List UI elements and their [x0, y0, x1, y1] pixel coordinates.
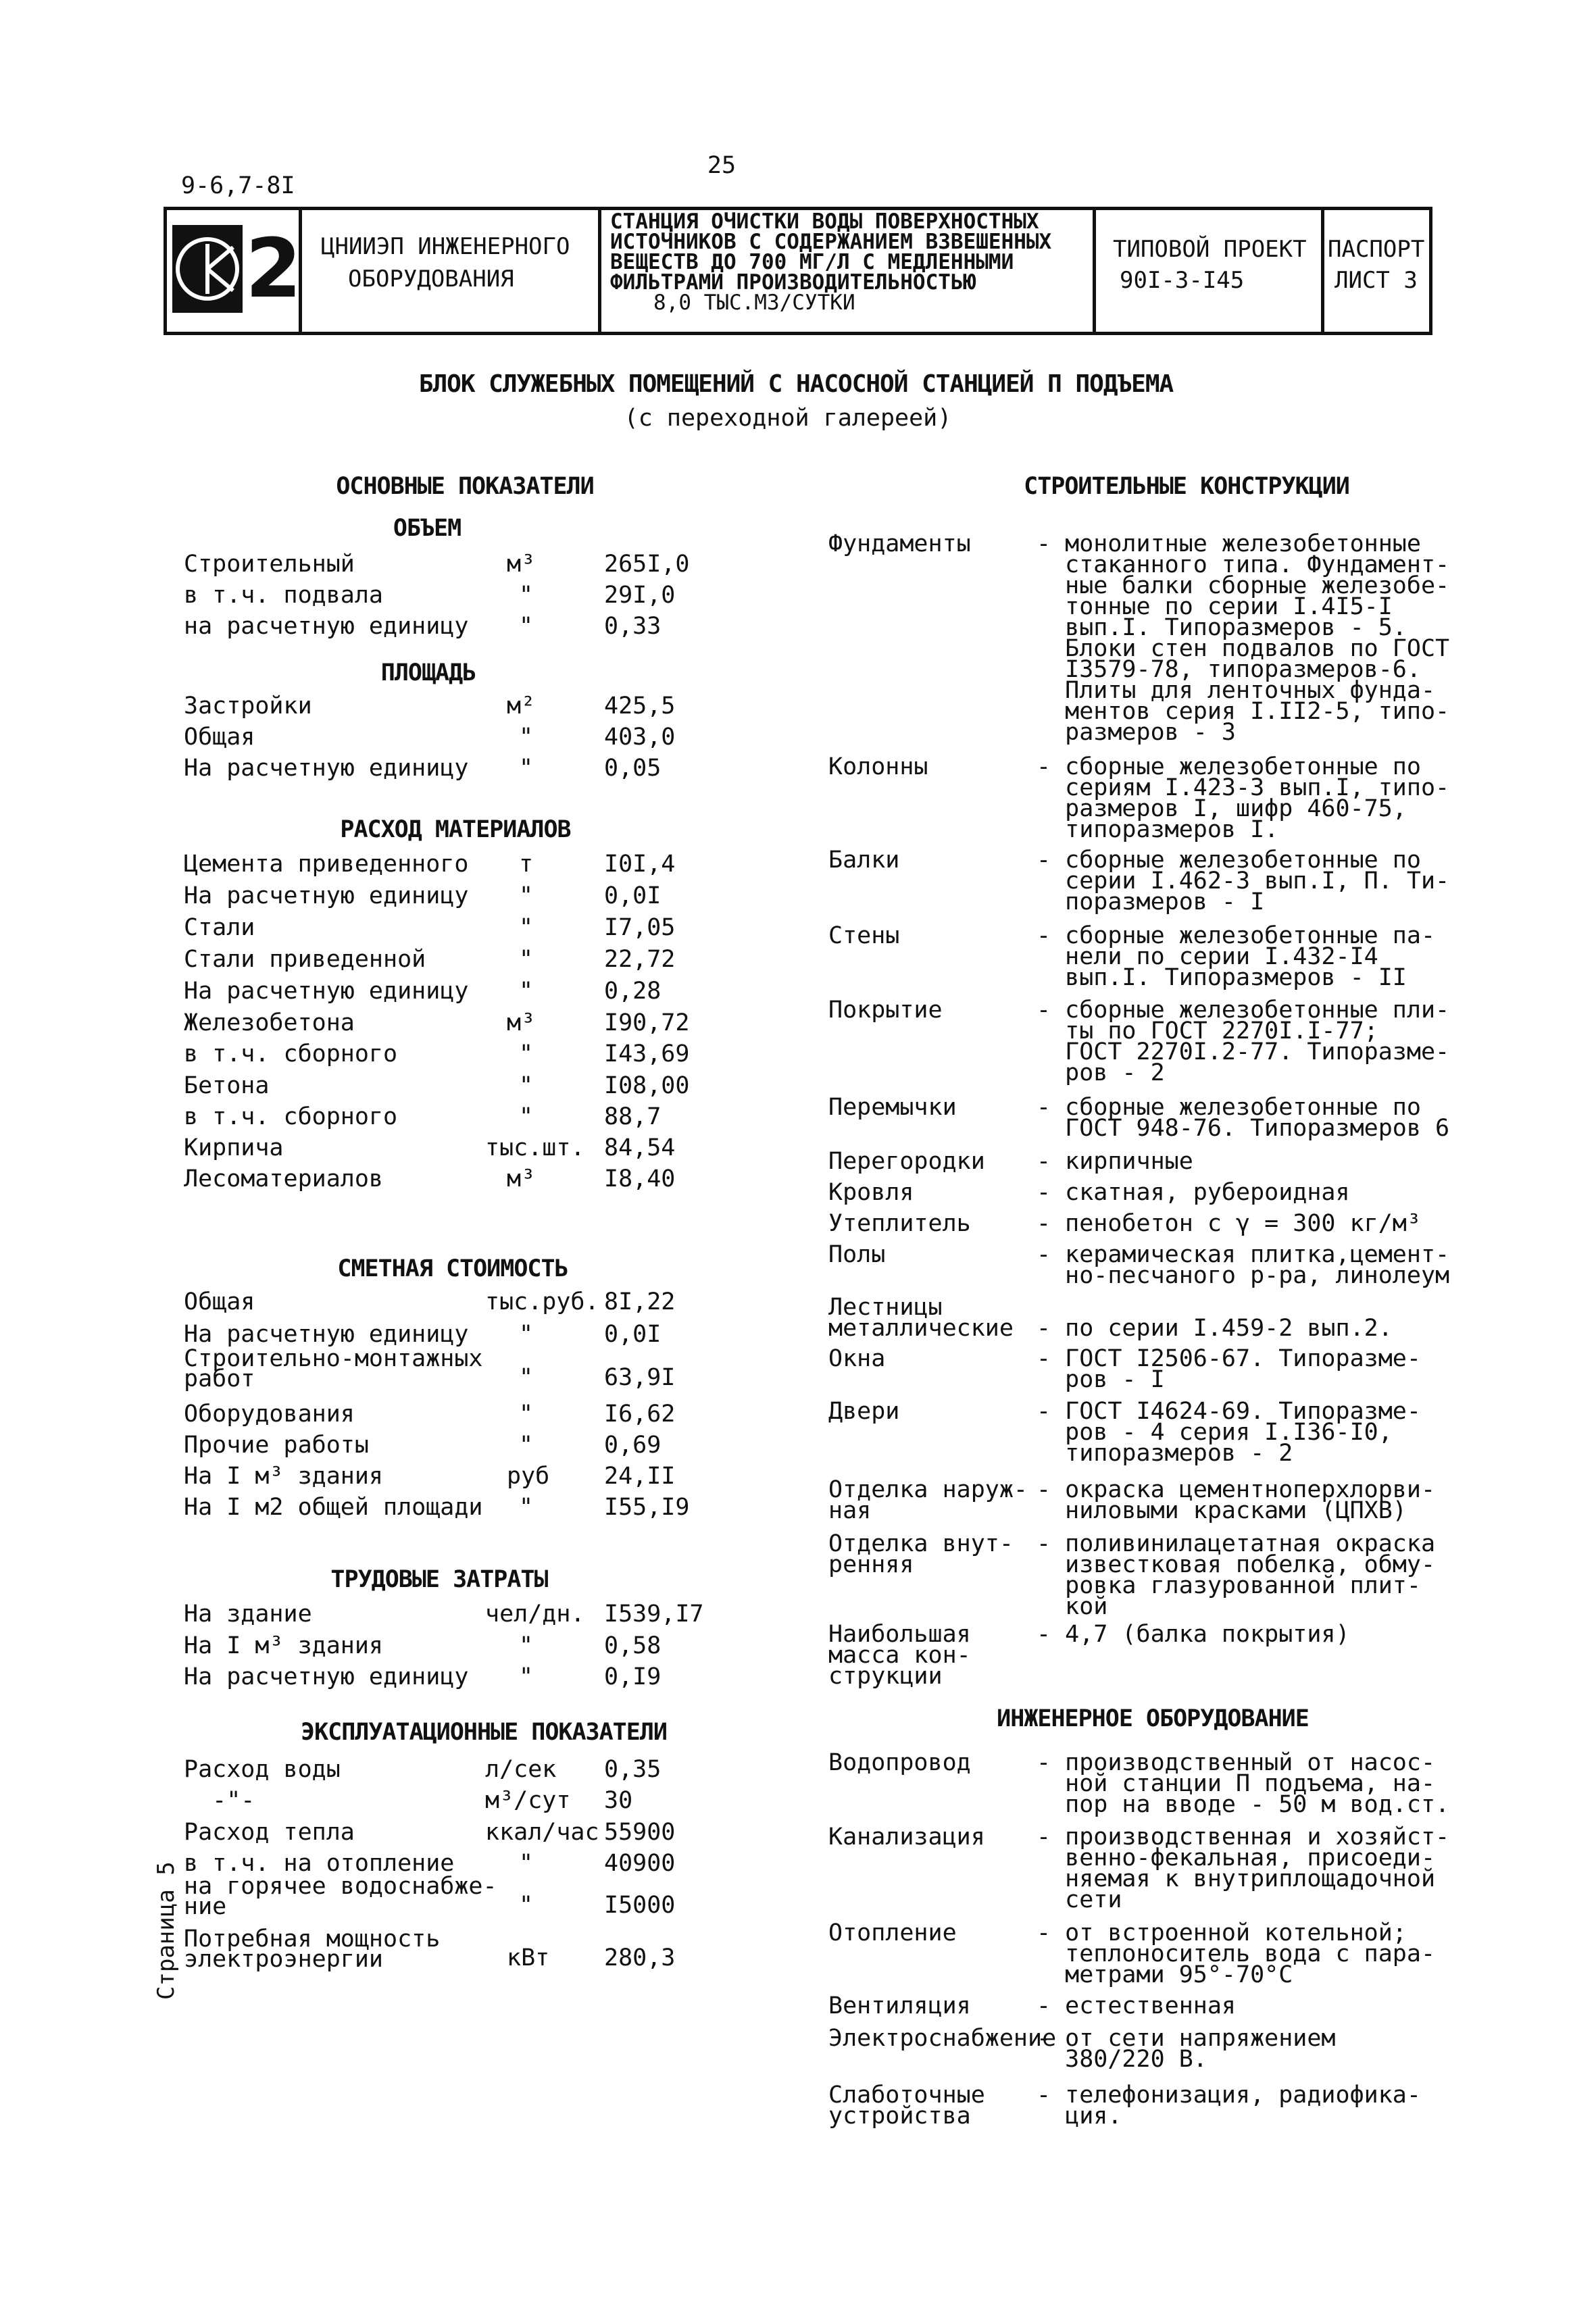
indicator-name: в т.ч. сборного — [184, 1040, 398, 1067]
indicator-name: Оборудования — [184, 1401, 355, 1428]
indicator-name: На I м2 общей площади — [184, 1494, 483, 1521]
indicator-name: Цемента приведенного — [184, 851, 469, 878]
item-description: - сборные железобетонные пли- ты по ГОСТ 2270I.I-77; ГОСТ 2270I.2-77. Типоразме- ров - 2 — [1037, 997, 1450, 1086]
indicator-name: Общая — [184, 1288, 255, 1315]
unit: руб — [507, 1463, 550, 1490]
item-label: Электроснабжение — [828, 2025, 1057, 2052]
block-title: БЛОК СЛУЖЕБНЫХ ПОМЕЩЕНИЙ С НАСОСНОЙ СТАНЦИЕЙ П ПОДЪЕМА — [418, 370, 1174, 398]
indicator-name: Строительно-монтажных работ — [184, 1345, 483, 1392]
value: I0I,4 — [604, 851, 676, 878]
indicator-name: Кирпича — [184, 1134, 284, 1161]
value: 88,7 — [604, 1103, 662, 1130]
logo-number: 2 — [245, 222, 302, 316]
indicator-name: Стали приведенной — [184, 946, 426, 973]
constructions-heading: СТРОИТЕЛЬНЫЕ КОНСТРУКЦИИ — [1024, 473, 1349, 500]
value: I6,62 — [604, 1401, 676, 1428]
item-label: Утеплитель — [828, 1210, 971, 1237]
value: 0,33 — [604, 613, 662, 640]
unit: " — [519, 1892, 534, 1919]
item-label: Фундаменты — [828, 530, 971, 557]
item-description: - производственный от насос- ной станции П подъема, на- пор на вводе - 50 м вод.ст. — [1037, 1749, 1450, 1818]
section-title: ЭКСПЛУАТАЦИОННЫЕ ПОКАЗАТЕЛИ — [301, 1719, 667, 1746]
indicator-name: На I м³ здания — [184, 1463, 384, 1490]
item-description: - сборные железобетонные по серии I.462-3 вып.I, П. Ти- поразмеров - I — [1037, 847, 1450, 915]
indicator-name: Расход тепла — [184, 1819, 355, 1846]
unit: тыс.шт. — [485, 1134, 585, 1161]
value: I08,00 — [604, 1072, 690, 1099]
indicator-name: Бетона — [184, 1072, 270, 1099]
org-line-1: ЦНИИЭП ИНЖЕНЕРНОГО — [321, 233, 570, 260]
indicator-name: Лесоматериалов — [184, 1165, 384, 1192]
doc-code: 9-6,7-8I — [181, 172, 295, 199]
logo — [167, 210, 302, 332]
item-label: Канализация — [828, 1823, 985, 1851]
title-line-4: ФИЛЬТРАМИ ПРОИЗВОДИТЕЛЬНОСТЬЮ — [610, 270, 976, 295]
indicator-name: На расчетную единицу — [184, 882, 469, 909]
unit: ккал/час — [485, 1819, 599, 1846]
value: I90,72 — [604, 1009, 690, 1036]
value: 0,69 — [604, 1432, 662, 1459]
section-title: СМЕТНАЯ СТОИМОСТЬ — [337, 1255, 568, 1282]
unit: " — [519, 1632, 534, 1659]
unit: м³/сут — [485, 1787, 571, 1814]
section-title: ПЛОЩАДЬ — [380, 659, 476, 686]
indicator-name: Общая — [184, 724, 255, 751]
item-description: - кирпичные — [1037, 1148, 1193, 1175]
value: 63,9I — [604, 1364, 676, 1391]
item-label: Отопление — [828, 1919, 957, 1946]
unit: " — [519, 1850, 534, 1877]
item-description: - ГОСТ I2506-67. Типоразме- ров - I — [1037, 1345, 1421, 1393]
indicator-name: На I м³ здания — [184, 1632, 384, 1659]
unit: т — [519, 851, 534, 878]
unit: м³ — [507, 551, 536, 578]
org-line-2: ОБОРУДОВАНИЯ — [348, 266, 514, 293]
unit: " — [519, 978, 534, 1005]
item-label: Окна — [828, 1345, 886, 1372]
section-title: ТРУДОВЫЕ ЗАТРАТЫ — [330, 1566, 548, 1593]
unit: " — [519, 1663, 534, 1690]
item-description: - сборные железобетонные по ГОСТ 948-76. Типоразмеров 6 — [1037, 1094, 1450, 1142]
item-description: - скатная, рубероидная — [1037, 1179, 1350, 1206]
value: 403,0 — [604, 724, 676, 751]
sheet-label: ПАСПОРТ — [1328, 236, 1425, 263]
unit: " — [519, 1494, 534, 1521]
item-label: Отделка наруж- ная — [828, 1476, 1028, 1524]
value: 0,35 — [604, 1756, 662, 1783]
page-number: 25 — [707, 152, 737, 179]
title-line-5: 8,0 ТЫС.М3/СУТКИ — [653, 291, 855, 315]
unit: " — [519, 724, 534, 751]
item-label: Перемычки — [828, 1094, 957, 1121]
indicator-name: Застройки — [184, 693, 312, 720]
item-label: Двери — [828, 1398, 900, 1425]
value: 0,0I — [604, 1321, 662, 1348]
unit: кВт — [507, 1944, 550, 1971]
value: 29I,0 — [604, 582, 676, 609]
value: 265I,0 — [604, 551, 690, 578]
value: I55,I9 — [604, 1494, 690, 1521]
indicator-name: Потребная мощность электроэнергии — [184, 1926, 441, 1973]
item-description: - сборные железобетонные по сериям I.423-3 вып.I, типо- размеров I, шифр 460-75, типоразмеров I. — [1037, 753, 1450, 843]
item-label: Перегородки — [828, 1148, 985, 1175]
item-label: Колонны — [828, 753, 928, 780]
unit: м² — [507, 693, 536, 720]
item-description: - окраска цементноперхлорви- ниловыми красками (ЦПХВ) — [1037, 1476, 1436, 1524]
unit: чел/дн. — [485, 1601, 585, 1628]
item-description: - от встроенной котельной; теплоноситель вода с пара- метрами 95°-70°С — [1037, 1919, 1436, 1988]
item-description: - телефонизация, радиофика- ция. — [1037, 2082, 1421, 2130]
indicator-name: На расчетную единицу — [184, 978, 469, 1005]
value: 30 — [604, 1787, 633, 1814]
unit: " — [519, 882, 534, 909]
unit: " — [519, 914, 534, 941]
indicator-name: -"- — [184, 1787, 255, 1814]
unit: " — [519, 1040, 534, 1067]
value: 425,5 — [604, 693, 676, 720]
value: 55900 — [604, 1819, 676, 1846]
item-label: Отделка внут- ренняя — [828, 1530, 1014, 1578]
item-description: - естественная — [1037, 1992, 1237, 2019]
engineering-heading: ИНЖЕНЕРНОЕ ОБОРУДОВАНИЕ — [997, 1705, 1309, 1732]
unit: " — [519, 946, 534, 973]
value: 24,II — [604, 1463, 676, 1490]
value: I5000 — [604, 1892, 676, 1919]
indicator-name: в т.ч. подвала — [184, 582, 384, 609]
unit: " — [519, 1072, 534, 1099]
indicator-name: Стали — [184, 914, 255, 941]
main-indicators-heading: ОСНОВНЫЕ ПОКАЗАТЕЛИ — [336, 473, 594, 500]
sheet-number: ЛИСТ 3 — [1335, 267, 1418, 294]
unit: " — [519, 755, 534, 782]
item-label: Наибольшая масса кон- струкции — [828, 1621, 971, 1690]
block-subtitle: (с переходной галереей) — [624, 405, 952, 432]
value: I43,69 — [604, 1040, 690, 1067]
unit: тыс.руб. — [485, 1288, 599, 1315]
indicator-name: Расход воды — [184, 1756, 341, 1783]
item-description: - ГОСТ I4624-69. Типоразме- ров - 4 серия I.I36-I0, типоразмеров - 2 — [1037, 1398, 1421, 1467]
item-description: - производственная и хозяйст- венно-фекальная, присоеди- няемая к внутриплощадочной сети — [1037, 1823, 1450, 1913]
section-title: ОБЪЕМ — [393, 515, 462, 542]
indicator-name: на горячее водоснабже- ние — [184, 1873, 497, 1920]
title-line-1: СТАНЦИЯ ОЧИСТКИ ВОДЫ ПОВЕРХНОСТНЫХ — [610, 209, 1039, 234]
unit: л/сек — [485, 1756, 557, 1783]
item-label: Лестницы металлические — [828, 1294, 1014, 1342]
item-label: Стены — [828, 922, 900, 949]
indicator-name: Железобетона — [184, 1009, 355, 1036]
unit: " — [519, 582, 534, 609]
item-description: - керамическая плитка,цемент- но-песчаного р-ра, линолеум — [1037, 1241, 1450, 1289]
value: 0,I9 — [604, 1663, 662, 1690]
item-description: - 4,7 (балка покрытия) — [1037, 1621, 1350, 1648]
value: 0,05 — [604, 755, 662, 782]
item-description: - от сети напряжением 380/220 В. — [1037, 2025, 1336, 2073]
item-label: Полы — [828, 1241, 886, 1268]
unit: м³ — [507, 1165, 536, 1192]
section-title: РАСХОД МАТЕРИАЛОВ — [340, 816, 571, 843]
unit: " — [519, 1321, 534, 1348]
value: 0,0I — [604, 882, 662, 909]
project-code: 90I-3-I45 — [1120, 267, 1245, 294]
unit: " — [519, 1364, 534, 1391]
indicator-name: На расчетную единицу — [184, 1663, 469, 1690]
item-description: - пенобетон с γ = 300 кг/м³ — [1037, 1210, 1421, 1237]
title-line-2: ИСТОЧНИКОВ С СОДЕРЖАНИЕМ ВЗВЕШЕННЫХ — [610, 230, 1052, 254]
unit: м³ — [507, 1009, 536, 1036]
indicator-name: На здание — [184, 1601, 312, 1628]
item-label: Слаботочные устройства — [828, 2082, 985, 2130]
value: 8I,22 — [604, 1288, 676, 1315]
unit: " — [519, 1432, 534, 1459]
item-label: Балки — [828, 847, 900, 874]
item-description: - поливинилацетатная окраска известковая побелка, обму- ровка глазурованной плит- кой — [1037, 1530, 1436, 1620]
unit: " — [519, 1103, 534, 1130]
value: 84,54 — [604, 1134, 676, 1161]
title-line-3: ВЕЩЕСТВ ДО 700 МГ/Л С МЕДЛЕННЫМИ — [610, 250, 1014, 274]
value: 280,3 — [604, 1944, 676, 1971]
unit: " — [519, 1401, 534, 1428]
value: 0,28 — [604, 978, 662, 1005]
item-description: - монолитные железобетонные стаканного типа. Фундамент- ные балки сборные железобе- тонные по серии I.4I5-I вып.I. Типоразмеров - 5. Блоки стен подвалов по ГОСТ I3579-78, типоразмеров-6. Плиты для ленточных фунда- ментов серия I.II2-5, типо- размеров - 3 — [1037, 530, 1450, 746]
indicator-name: Строительный — [184, 551, 355, 578]
title-block — [164, 207, 1432, 335]
indicator-name: На расчетную единицу — [184, 755, 469, 782]
item-label: Покрытие — [828, 997, 943, 1024]
item-label: Кровля — [828, 1179, 914, 1206]
indicator-name: Прочие работы — [184, 1432, 369, 1459]
unit: " — [519, 613, 534, 640]
item-description: - сборные железобетонные па- нели по серии I.432-I4 вып.I. Типоразмеров - II — [1037, 922, 1436, 991]
value: I7,05 — [604, 914, 676, 941]
indicator-name: На расчетную единицу — [184, 1321, 469, 1348]
value: I539,I7 — [604, 1601, 704, 1628]
value: 40900 — [604, 1850, 676, 1877]
indicator-name: в т.ч. сборного — [184, 1103, 398, 1130]
value: 22,72 — [604, 946, 676, 973]
indicator-name: на расчетную единицу — [184, 613, 469, 640]
value: I8,40 — [604, 1165, 676, 1192]
item-label: Вентиляция — [828, 1992, 971, 2019]
item-label: Водопровод — [828, 1749, 971, 1776]
indicator-name: в т.ч. на отопление — [184, 1850, 455, 1877]
item-description: - по серии I.459-2 вып.2. — [1037, 1315, 1393, 1342]
side-page-note: Страница 5 — [153, 1861, 180, 2000]
value: 0,58 — [604, 1632, 662, 1659]
project-label: ТИПОВОЙ ПРОЕКТ — [1113, 236, 1307, 263]
